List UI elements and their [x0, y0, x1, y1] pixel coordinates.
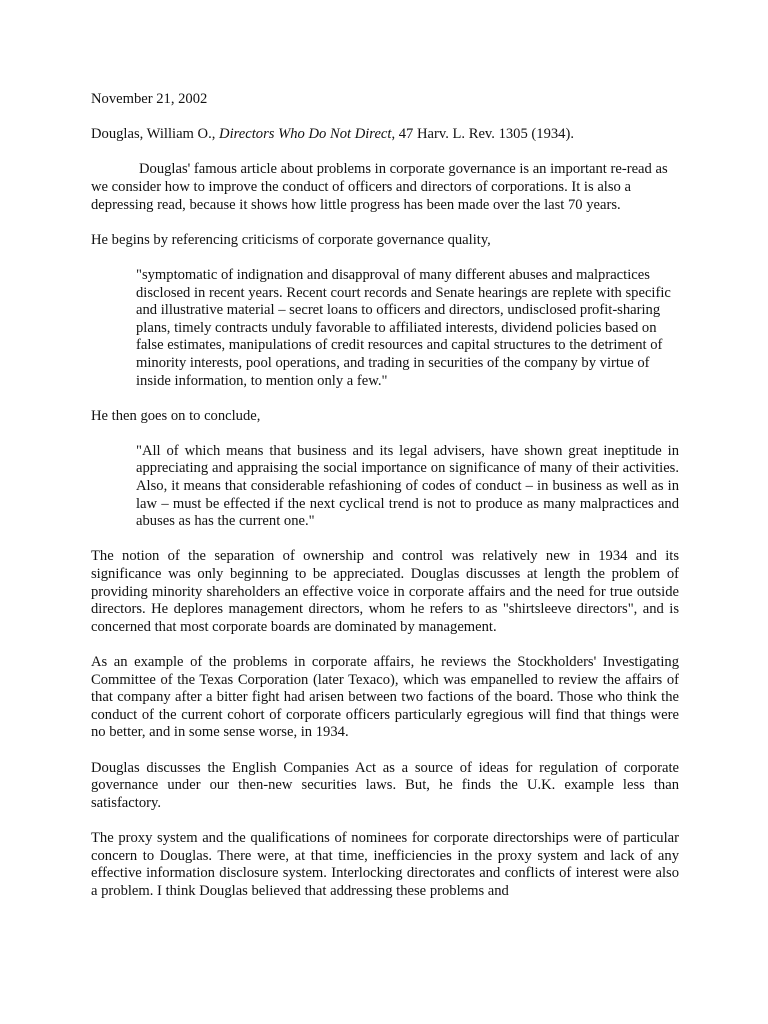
- citation-title: Directors Who Do Not Direct: [219, 126, 392, 143]
- intro-paragraph: Douglas' famous article about problems in corporate governance is an important re-read as we consider how to improve the conduct of officers and directors of corporations. It is also a depressing read, because it shows how little progress has been made over the last 70 years.: [91, 161, 668, 213]
- citation: [91, 126, 679, 144]
- paragraph-separation-ownership: The notion of the separation of ownership and control was relatively new in 1934 and its significance was only beginning to be appreciated. Douglas discusses at length the problem of providing minority shareholders an effective voice in corporate affairs and the need for true outside directors. He deplores management directors, whom he refers to as "shirtsleeve directors", and is concerned that most corporate boards are dominated by management.: [91, 548, 679, 635]
- block-quote-criticisms: "symptomatic of indignation and disapproval of many different abuses and malpractices disclosed in recent years. Recent court records and Senate hearings are replete with specific and illustrative material – secret loans to officers and directors, undisclosed profit-sharing plans, timely contracts unduly favorable to affiliated interests, dividend policies based on false estimates, manipulations of credit resources and capital structures to the detriment of minority interests, pool operations, and trading in securities of the company by virtue of inside information, to mention only a few.": [136, 266, 671, 389]
- document-date: November 21, 2002: [91, 91, 208, 107]
- citation-author: Douglas, William O.,: [91, 126, 220, 143]
- citation-rest: , 47 Harv. L. Rev. 1305 (1934).: [391, 126, 574, 143]
- document-body: [91, 91, 679, 918]
- paragraph-conclude: He then goes on to conclude,: [91, 407, 261, 424]
- paragraph-proxy-system: The proxy system and the qualifications of nominees for corporate directorships were of particular concern to Douglas. There were, at that time, inefficiencies in the proxy system and lack of any effective information disclosure system. Interlocking directorates and conflicts of interest were also a problem. I think Douglas believed that addressing these problems and: [91, 829, 679, 899]
- block-quote-conclusion: "All of which means that business and its legal advisers, have shown great ineptitude in appreciating and appraising the social importance on significance of many of their activities. Also, it means that considerable refashioning of codes of conduct – in business as well as in law – must be effected if the next cyclical trend is not to produce as many malpractices and abuses as has the current one.": [136, 442, 679, 530]
- paragraph-english-companies-act: Douglas discusses the English Companies Act as a source of ideas for regulation of corporate governance under our then-new securities laws. But, he finds the U.K. example less than satisfactory.: [91, 759, 679, 811]
- paragraph-texas-corporation: As an example of the problems in corporate affairs, he reviews the Stockholders' Investigating Committee of the Texas Corporation (later Texaco), which was empanelled to review the affairs of that company after a bitter fight had arisen between two factions of the board. Those who think the conduct of the current cohort of corporate officers particularly egregious will find that things were no better, and in some sense worse, in 1934.: [91, 654, 679, 741]
- paragraph-begins: He begins by referencing criticisms of corporate governance quality,: [91, 231, 491, 248]
